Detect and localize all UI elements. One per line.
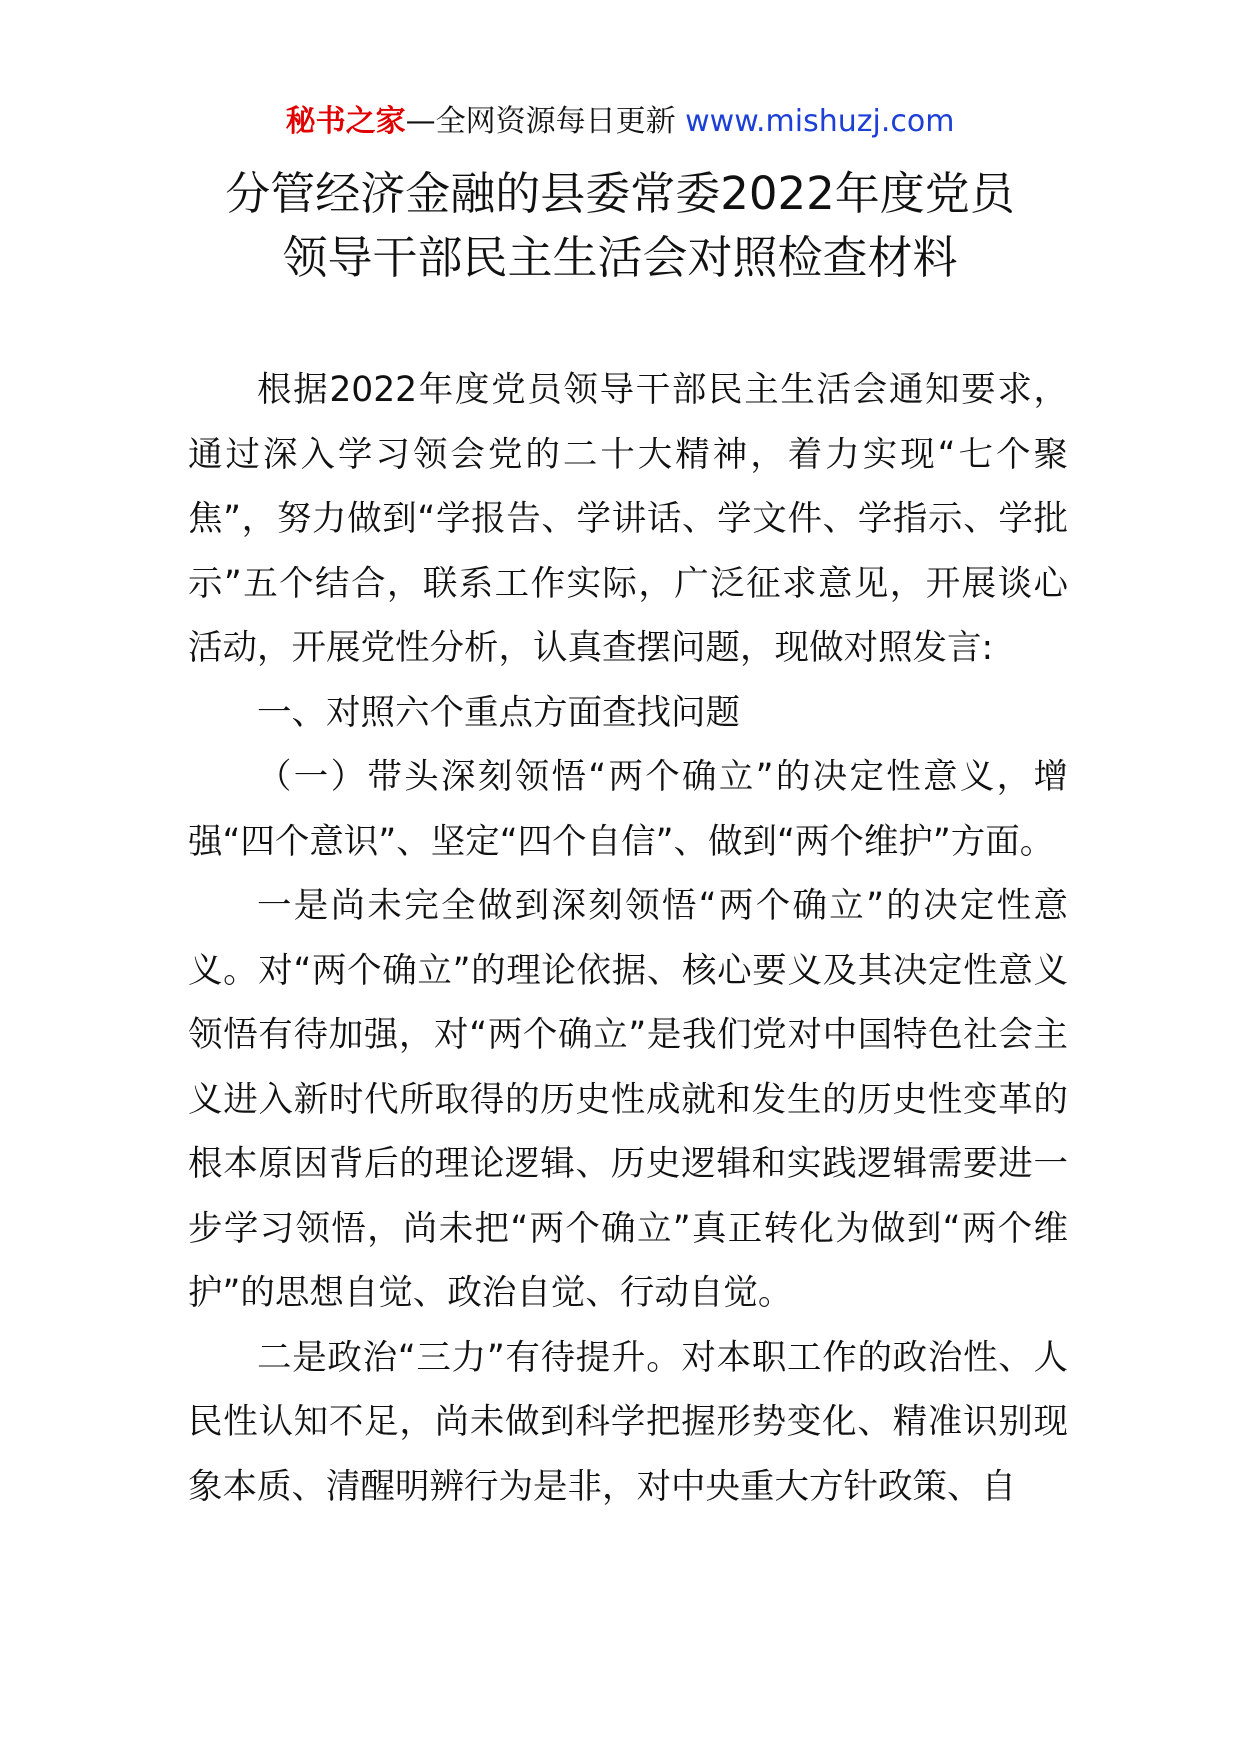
point-one-paragraph: 一是尚未完全做到深刻领悟“两个确立”的决定性意义。对“两个确立”的理论依据、核心要义及其决定性意义领悟有待加强，对“两个确立”是我们党对中国特色社会主义进入新时代所取得的历史性成就和发生的历史性变革的根本原因背后的理论逻辑、历史逻辑和实践逻辑需要进一步学习领悟，尚未把“两个确立”真正转化为做到“两个维护”的思想自觉、政治自觉、行动自觉。 (188, 886, 1068, 1313)
subsection-heading: （一）带头深刻领悟“两个确立”的决定性意义，增强“四个意识”、坚定“四个自信”、做到“两个维护”方面。 (188, 757, 1068, 862)
intro-paragraph: 根据2022年度党员领导干部民主生活会通知要求，通过深入学习领会党的二十大精神，着力实现“七个聚焦”，努力做到“学报告、学讲话、学文件、学指示、学批示”五个结合，联系工作实际，广泛征求意见，开展谈心活动，开展党性分析，认真查摆问题，现做对照发言: (188, 370, 1068, 668)
title-line-2: 领导干部民主生活会对照检查材料 (282, 231, 958, 284)
site-url-link[interactable]: www.mishuzj.com (685, 104, 955, 139)
document-body (188, 358, 1068, 1519)
title-line-1: 分管经济金融的县委常委2022年度党员 (225, 167, 1015, 220)
brand-name: 秘书之家 (285, 104, 406, 139)
document-title (0, 162, 1240, 290)
section-heading: 一、对照六个重点方面查找问题 (257, 692, 740, 733)
header-tagline: —全网资源每日更新 (405, 104, 676, 139)
point-two-paragraph: 二是政治“三力”有待提升。对本职工作的政治性、人民性认知不足，尚未做到科学把握形势变化、精准识别现象本质、清醒明辨行为是非，对中央重大方针政策、自 (188, 1337, 1068, 1507)
site-header (0, 100, 1240, 144)
